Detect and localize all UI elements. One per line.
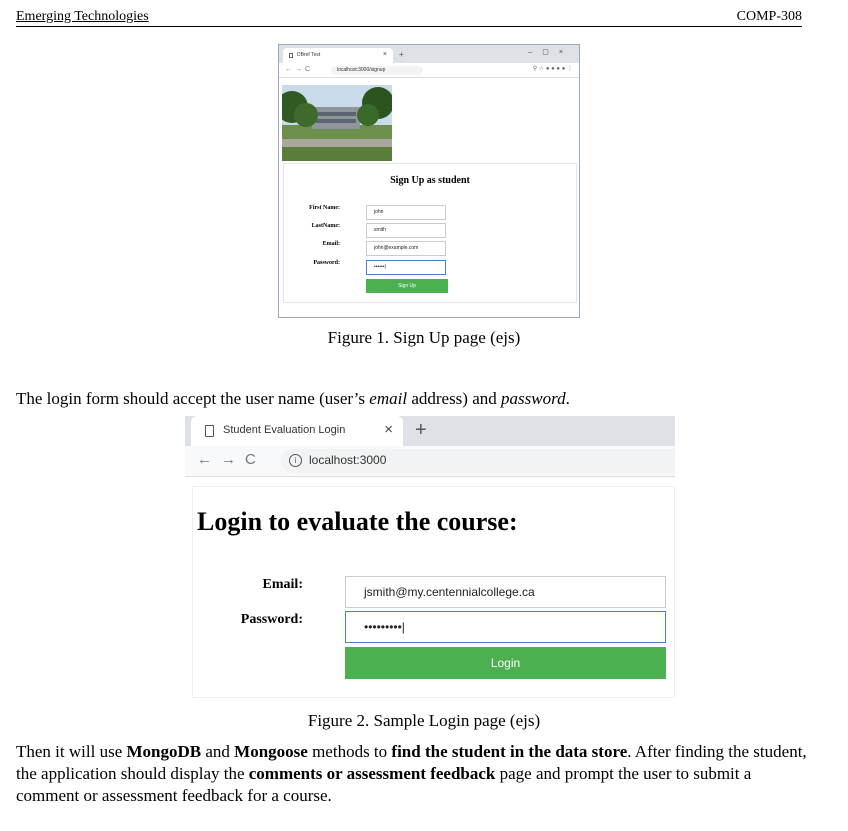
figure1-tab-title: DBref Test — [297, 52, 321, 58]
figure2-tab-title: Student Evaluation Login — [223, 424, 346, 436]
figure2-tab[interactable] — [191, 416, 403, 446]
login-password-input[interactable]: •••••••••| — [345, 611, 666, 643]
nav-arrows-icon[interactable]: ←→C — [197, 451, 265, 468]
figure2-url-box[interactable] — [281, 449, 675, 473]
para2-text-1: Then it will use — [16, 742, 127, 761]
toolbar-icons[interactable]: ⚲ ☆ ● ● ● ● ⋮ — [532, 66, 573, 72]
figure2-browser-window — [185, 416, 675, 698]
close-tab-icon[interactable]: × — [384, 421, 393, 438]
figure1-tab[interactable] — [283, 48, 393, 63]
para2-mongoose: Mongoose — [234, 742, 308, 761]
para2-comments-feedback: comments or assessment feedback — [248, 764, 496, 783]
document-icon — [289, 53, 293, 58]
nav-arrows-icon[interactable]: ←→C — [285, 66, 314, 73]
signup-form-title: Sign Up as student — [390, 175, 470, 186]
para2-mongodb: MongoDB — [126, 742, 202, 761]
figure2-address-bar — [185, 446, 675, 477]
figure2-tab-bar — [185, 416, 675, 446]
first-name-label: First Name: — [309, 205, 340, 211]
page-header — [16, 8, 802, 27]
figure1-browser-window — [278, 44, 580, 318]
figure1-url[interactable]: localhost:3000/signup — [331, 66, 423, 75]
para2-text-3: methods to — [307, 742, 392, 761]
para1-password: password — [501, 389, 566, 408]
email-input[interactable]: john@example.com — [366, 241, 446, 256]
figure1-caption: Figure 1. Sign Up page (ejs) — [327, 328, 521, 347]
login-page-title: Login to evaluate the course: — [197, 507, 518, 536]
figure1-tab-bar — [279, 45, 579, 63]
signup-button[interactable]: Sign Up — [366, 279, 448, 293]
email-label: Email: — [322, 241, 340, 247]
para2-find-student: find the student in the data store — [391, 742, 628, 761]
header-course-name: Emerging Technologies — [16, 9, 149, 24]
window-controls[interactable]: –▢× — [528, 49, 573, 56]
close-tab-icon[interactable]: × — [382, 51, 387, 58]
password-label: Password: — [313, 260, 340, 266]
para1-email: email — [369, 389, 408, 408]
new-tab-icon[interactable]: + — [415, 419, 427, 441]
login-page — [192, 486, 675, 698]
figure2-caption: Figure 2. Sample Login page (ejs) — [307, 711, 541, 730]
login-email-label: Email: — [262, 577, 303, 592]
login-description — [16, 389, 570, 409]
para2-text-2: and — [201, 742, 235, 761]
login-button[interactable]: Login — [345, 647, 666, 679]
para1-text-c: address) and — [407, 389, 502, 408]
para1-text-a: The login form should accept the user name (user’s — [16, 389, 370, 408]
figure1-address-bar — [279, 63, 579, 78]
first-name-input[interactable]: john — [366, 205, 446, 220]
header-course-code: COMP-308 — [736, 9, 802, 24]
new-tab-icon[interactable]: + — [399, 50, 404, 59]
para1-text-e: . — [565, 389, 570, 408]
last-name-input[interactable]: smith — [366, 223, 446, 238]
password-input[interactable]: ••••••| — [366, 260, 446, 275]
document-icon — [205, 425, 214, 437]
signup-form — [283, 163, 577, 303]
info-icon[interactable]: i — [289, 454, 302, 467]
mongodb-description — [16, 741, 816, 807]
last-name-label: LastName: — [311, 223, 340, 229]
para2-text-4: . After finding the student, the application should display the — [16, 742, 807, 783]
login-email-input[interactable]: jsmith@my.centennialcollege.ca — [345, 576, 666, 608]
para2-text-5: page and prompt the user to submit a comment or assessment feedback for a course. — [16, 764, 752, 805]
campus-photo — [282, 85, 392, 161]
login-password-label: Password: — [240, 612, 303, 627]
figure2-url[interactable]: localhost:3000 — [309, 453, 387, 467]
